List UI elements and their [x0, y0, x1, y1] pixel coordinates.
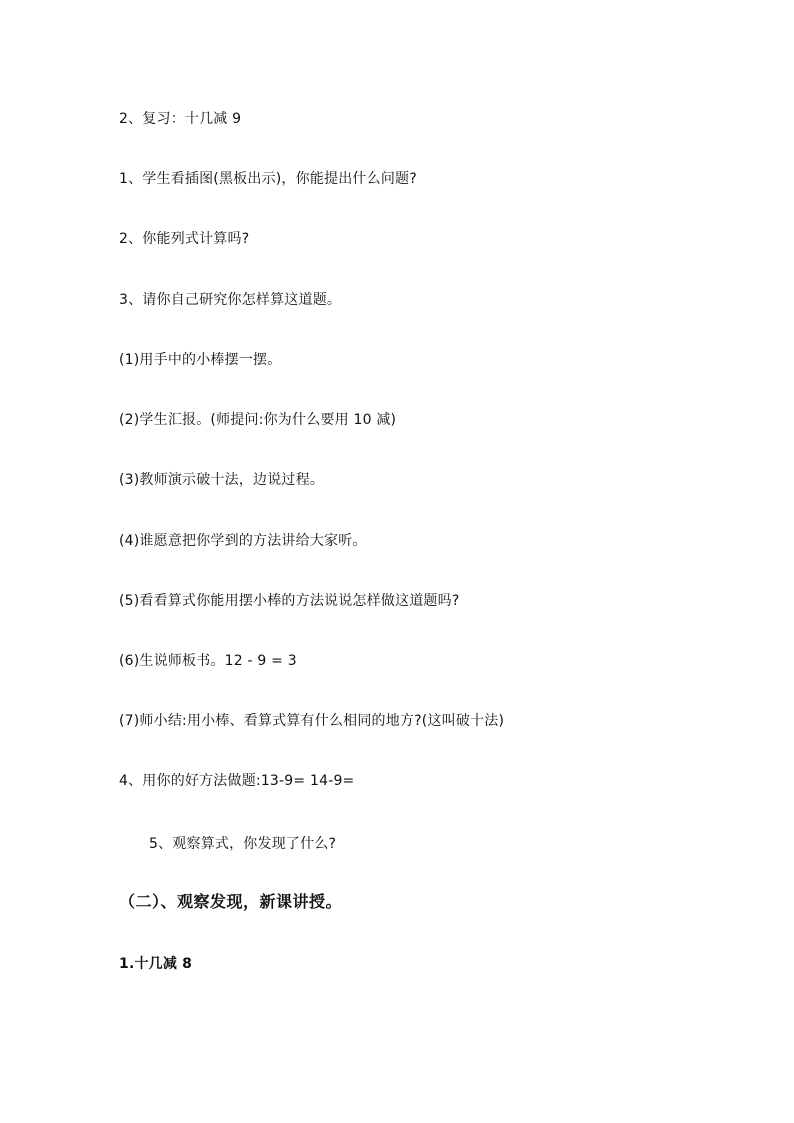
- substep-6-line: (6)生说师板书。12 - 9 = 3: [119, 653, 297, 669]
- substep-7-line: (7)师小结:用小棒、看算式算有什么相同的地方?(这叫破十法): [119, 713, 505, 729]
- review-item-line: 2、复习：十几减 9: [119, 111, 242, 127]
- step-3-line: 3、请你自己研究你怎样算这道题。: [119, 292, 342, 308]
- step-2-line: 2、你能列式计算吗?: [119, 231, 250, 247]
- substep-4-line: (4)谁愿意把你学到的方法讲给大家听。: [119, 533, 367, 549]
- section-heading: （二）、观察发现，新课讲授。: [119, 892, 343, 911]
- substep-3-line: (3)教师演示破十法，边说过程。: [119, 472, 325, 488]
- step-4-line: 4、用你的好方法做题:13-9= 14-9=: [119, 773, 355, 789]
- substep-1-line: (1)用手中的小棒摆一摆。: [119, 352, 282, 368]
- substep-5-line: (5)看看算式你能用摆小棒的方法说说怎样做这道题吗?: [119, 593, 460, 609]
- step-5-line: 5、观察算式，你发现了什么?: [149, 836, 337, 852]
- substep-2-line: (2)学生汇报。(师提问:你为什么要用 10 减): [119, 412, 397, 428]
- step-1-line: 1、学生看插图(黑板出示)，你能提出什么问题?: [119, 171, 417, 187]
- subsection-heading: 1.十几减 8: [119, 956, 193, 972]
